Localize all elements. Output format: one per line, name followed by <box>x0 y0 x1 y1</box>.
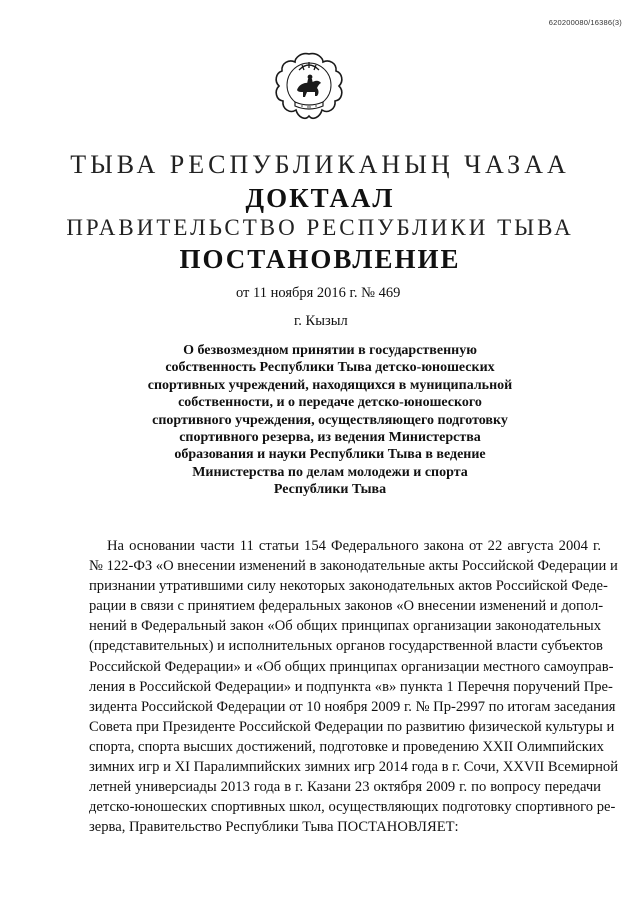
body-line: (представительных) и исполнительных органов государственной власти субъектов <box>89 638 603 655</box>
body-line: зидента Российской Федерации от 10 ноября 2009 г. № Пр-2997 по итогам заседания <box>89 698 616 715</box>
heading-line: спортивного резерва, из ведения Министерства <box>179 430 481 446</box>
tuvan-document-type: ДОКТААЛ <box>245 183 395 213</box>
body-line: № 122-ФЗ «О внесении изменений в законодательные акты Российской Федерации и <box>89 558 618 575</box>
body-line: ления в Российской Федерации» и подпункта «в» пункта 1 Перечня поручений Пре- <box>89 678 613 695</box>
resolution-body-paragraph <box>89 536 619 837</box>
heading-line: Республики Тыва <box>273 482 387 498</box>
body-line: зерва, Правительство Республики Тыва ПОСТАНОВЛЯЕТ: <box>89 819 459 836</box>
body-line: На основании части 11 статьи 154 Федерального закона от 22 августа 2004 г. <box>107 538 601 554</box>
body-line: Российской Федерации» и «Об общих принципах организации местного самоуправ- <box>89 658 614 675</box>
body-line: рации в связи с принятием федеральных законов «О внесении изменений и допол- <box>89 598 604 615</box>
heading-line: собственность Республики Тыва детско-юношеских <box>165 360 495 376</box>
body-line: Совета при Президенте Российской Федерации по развитию физической культуры и <box>89 718 615 735</box>
document-date-number: от 11 ноября 2016 г. № 469 <box>236 285 401 301</box>
tuvan-government-title: ТЫВА РЕСПУБЛИКАНЫҢ ЧАЗАА <box>70 150 570 179</box>
heading-line: собственности, и о передаче детско-юношеского <box>178 395 482 411</box>
heading-line: О безвозмездном принятии в государственную <box>183 343 477 358</box>
document-city: г. Кызыл <box>294 313 348 329</box>
body-line: спорта, спорта высших достижений, подготовке и проведению XXII Олимпийских <box>89 738 604 755</box>
heading-line: Министерства по делам молодежи и спорта <box>192 464 468 480</box>
document-registration-number: 620200080/16386(3) <box>548 18 622 27</box>
russian-document-type: ПОСТАНОВЛЕНИЕ <box>179 244 461 274</box>
body-line: нений в Федеральный закон «Об общих принципах организации законодательных <box>89 618 601 635</box>
resolution-heading <box>130 342 530 499</box>
body-line: зимних игр и XI Паралимпийских зимних игр 2014 года в г. Сочи, XXVII Всемирной <box>89 759 619 776</box>
heading-line: спортивного учреждения, осуществляющего подготовку <box>152 412 508 428</box>
russian-government-title: ПРАВИТЕЛЬСТВО РЕСПУБЛИКИ ТЫВА <box>66 215 574 240</box>
body-line: детско-юношеских спортивных школ, осуществляющих подготовку спортивного ре- <box>89 799 616 816</box>
heading-line: спортивных учреждений, находящихся в муниципальной <box>147 377 513 393</box>
tuva-coat-of-arms-icon <box>273 50 345 126</box>
body-line: признании утратившими силу некоторых законодательных актов Российской Феде- <box>89 578 608 595</box>
body-line: летней универсиады 2013 года в г. Казани 23 октября 2009 г. по вопросу передачи <box>89 779 601 796</box>
heading-line: образования и науки Республики Тыва в ведение <box>174 447 486 463</box>
